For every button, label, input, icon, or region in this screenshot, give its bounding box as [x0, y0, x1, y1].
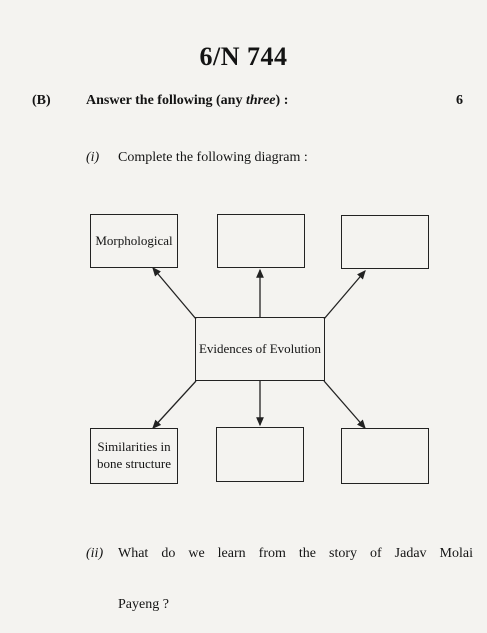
arrow-to-top-right — [324, 271, 365, 319]
bottom-left-box-bone-structure: Similarities in bone structure — [90, 428, 178, 484]
question-i-number: (i) — [86, 150, 100, 165]
section-label: (B) — [32, 93, 51, 108]
question-ii-text: What do we learn from the story of Jadav Molai — [118, 546, 473, 561]
arrow-to-bottom-right — [324, 381, 365, 428]
section-marks: 6 — [456, 93, 463, 108]
center-box-evidences-of-evolution: Evidences of Evolution — [195, 317, 325, 381]
paper-code-title: 6/N 744 — [199, 42, 288, 71]
arrow-to-top-left — [153, 268, 196, 319]
instruction-prefix: Answer the following (any — [86, 93, 246, 108]
top-center-blank-box[interactable] — [217, 214, 305, 268]
top-left-box-morphological: Morphological — [90, 214, 178, 268]
question-ii-number: (ii) — [86, 546, 104, 561]
question-ii-text-continued: Payeng ? — [118, 597, 169, 612]
question-i-text: Complete the following diagram : — [118, 150, 308, 165]
instruction-emphasis: three — [245, 93, 276, 108]
bottom-right-blank-box[interactable] — [341, 428, 429, 484]
bottom-center-blank-box[interactable] — [216, 427, 304, 482]
instruction-suffix: ) : — [275, 93, 289, 108]
top-right-blank-box[interactable] — [341, 215, 429, 269]
arrow-to-bottom-left — [153, 381, 196, 428]
